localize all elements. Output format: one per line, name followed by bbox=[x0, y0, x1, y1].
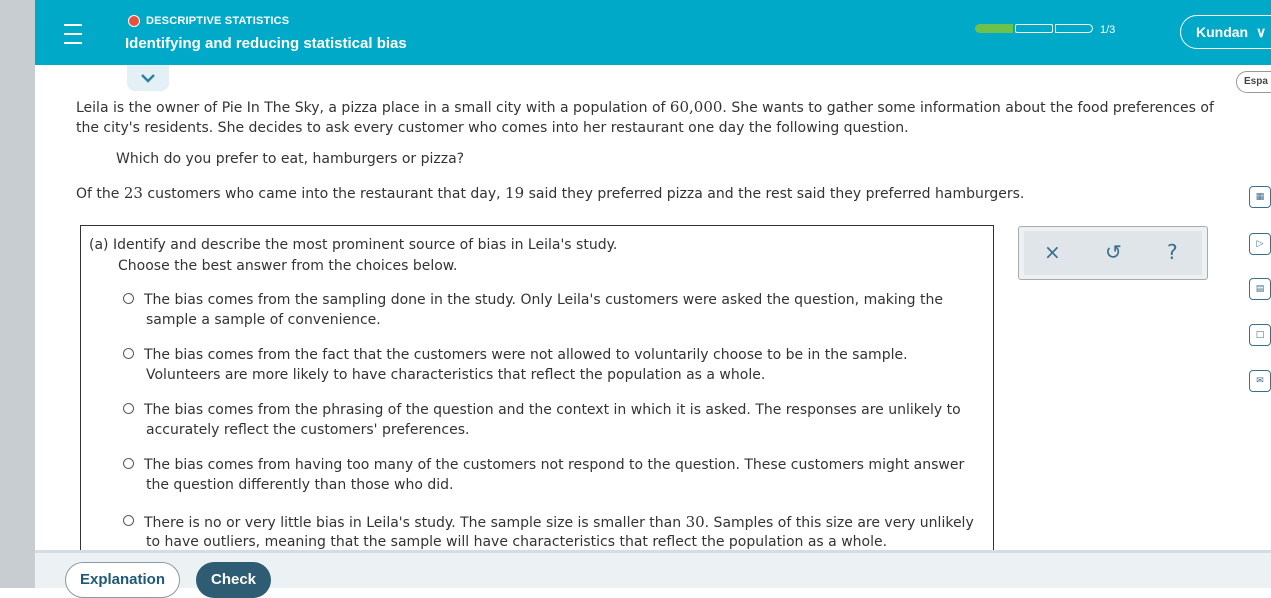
choice-text bbox=[144, 512, 974, 533]
choice-text: the question differently than those who did. bbox=[146, 477, 454, 493]
dictionary-icon[interactable]: □ bbox=[1249, 324, 1271, 346]
message-icon[interactable]: ✉ bbox=[1249, 370, 1271, 392]
survey-question: Which do you prefer to eat, hamburgers or pizza? bbox=[116, 151, 465, 167]
video-icon[interactable]: ▷ bbox=[1249, 233, 1271, 255]
total-customers: 23 bbox=[123, 184, 143, 202]
choice-text-part: There is no or very little bias in Leila's study. The sample size is smaller than bbox=[144, 515, 686, 531]
hamburger-menu-icon[interactable] bbox=[57, 22, 89, 46]
clear-icon[interactable]: × bbox=[1044, 240, 1061, 264]
topic-line bbox=[128, 15, 289, 27]
part-a-prompt: (a) Identify and describe the most prominent source of bias in Leila's study. bbox=[89, 237, 618, 253]
problem-intro bbox=[76, 97, 1216, 138]
result-text-2: customers who came into the restaurant that day, bbox=[142, 186, 506, 202]
radio-button[interactable] bbox=[123, 458, 134, 469]
calculator-icon[interactable]: ▦ bbox=[1249, 186, 1271, 208]
topic-label: DESCRIPTIVE STATISTICS bbox=[146, 15, 290, 27]
user-menu-button[interactable] bbox=[1180, 15, 1271, 49]
page-title: Identifying and reducing statistical bias bbox=[125, 35, 407, 52]
pizza-count: 19 bbox=[505, 184, 525, 202]
choice-text: accurately reflect the customers' preferences. bbox=[146, 422, 470, 438]
explanation-button[interactable]: Explanation bbox=[65, 562, 180, 598]
progress-segment-complete bbox=[975, 24, 1013, 33]
choice-text: sample a sample of convenience. bbox=[146, 312, 381, 328]
choice-text: The bias comes from the sampling done in the study. Only Leila's customers were asked the question, making the bbox=[144, 292, 943, 308]
undo-icon[interactable]: ↺ bbox=[1105, 240, 1122, 264]
left-rail bbox=[0, 0, 35, 588]
collapse-toggle-button[interactable] bbox=[127, 65, 169, 91]
chevron-down-icon: ∨ bbox=[1256, 24, 1267, 40]
intro-text-2: . She wants to gather some information about the food preferences of the city's residents. She decides to ask every customer who comes into her restaurant one day the following question. bbox=[76, 100, 1214, 136]
check-button[interactable]: Check bbox=[196, 562, 271, 598]
result-text-1: Of the bbox=[76, 186, 124, 202]
progress-bar bbox=[975, 24, 1093, 33]
problem-results bbox=[76, 183, 1024, 204]
help-icon[interactable]: ? bbox=[1167, 240, 1178, 264]
choice-text: The bias comes from the fact that the customers were not allowed to voluntarily choose to be in the sample. bbox=[144, 347, 908, 363]
chevron-down-icon bbox=[140, 73, 156, 83]
radio-button[interactable] bbox=[123, 348, 134, 359]
progress-segment bbox=[1055, 24, 1093, 33]
choice-text: The bias comes from the phrasing of the question and the context in which it is asked. The responses are unlikely to bbox=[144, 402, 961, 418]
choice-text-part: . Samples of this size are very unlikely bbox=[704, 515, 974, 531]
radio-button[interactable] bbox=[123, 515, 134, 526]
user-name: Kundan bbox=[1196, 24, 1249, 40]
population-value: 60,000 bbox=[669, 98, 723, 116]
choice-text: The bias comes from having too many of the customers not respond to the question. These customers might answer bbox=[144, 457, 965, 473]
radio-button[interactable] bbox=[123, 403, 134, 414]
progress-text: 1/3 bbox=[1100, 24, 1116, 36]
sample-size-threshold: 30 bbox=[685, 513, 705, 531]
choice-text: Volunteers are more likely to have characteristics that reflect the population as a whole. bbox=[146, 367, 766, 383]
textbook-icon[interactable]: ▤ bbox=[1249, 278, 1271, 300]
progress-segment bbox=[1015, 24, 1053, 33]
part-a-instruction: Choose the best answer from the choices below. bbox=[118, 258, 458, 274]
intro-text-1: Leila is the owner of Pie In The Sky, a pizza place in a small city with a population of bbox=[76, 100, 670, 116]
language-button[interactable]: Espa bbox=[1236, 71, 1271, 93]
topic-status-dot-icon bbox=[128, 15, 140, 27]
radio-button[interactable] bbox=[123, 293, 134, 304]
result-text-3: said they preferred pizza and the rest said they preferred hamburgers. bbox=[524, 186, 1025, 202]
choice-text: to have outliers, meaning that the sample will have characteristics that reflect the population as a whole. bbox=[146, 534, 888, 550]
